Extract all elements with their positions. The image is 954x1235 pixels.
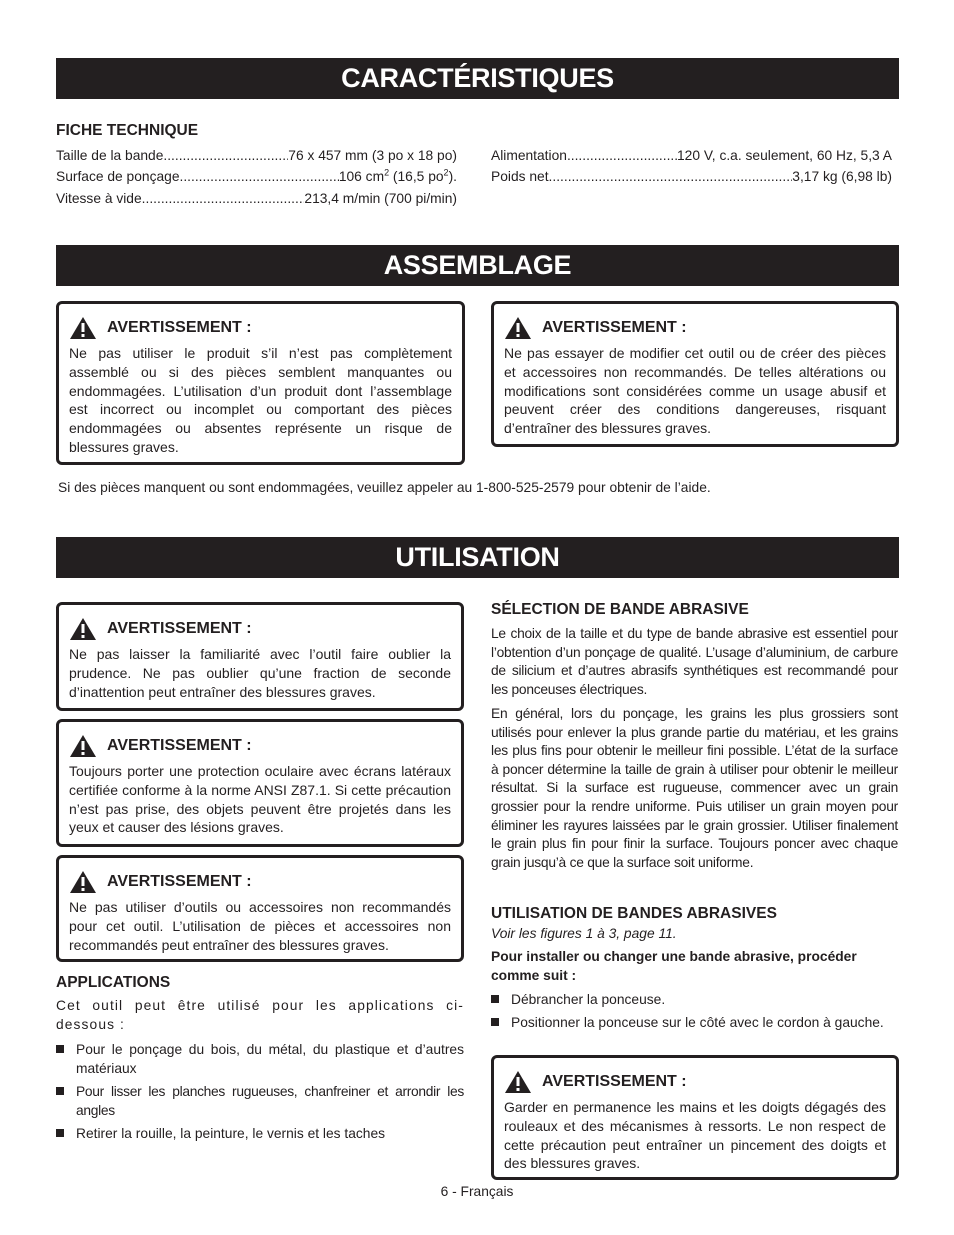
warning-triangle-icon xyxy=(504,316,532,340)
spec-leader xyxy=(549,168,793,186)
bullet-square-icon xyxy=(56,1129,64,1137)
list-item: Pour le ponçage du bois, du métal, du plastique et d’autres matériaux xyxy=(56,1040,464,1078)
spec-row-surface xyxy=(56,168,457,186)
warning-text: Ne pas laisser la familiarité avec l’outil faire oublier la prudence. Ne pas oublier qu’une fraction de seconde d’inattention peut entraîner des blessures graves. xyxy=(69,646,451,700)
spec-value: 120 V, c.a. seulement, 60 Hz, 5,3 A xyxy=(676,148,892,163)
list-item: Débrancher la ponceuse. xyxy=(491,990,898,1009)
warning-heading xyxy=(69,870,252,894)
warning-label: AVERTISSEMENT : xyxy=(107,737,252,754)
warning-triangle-icon xyxy=(69,617,97,641)
spec-value: 106 $cm^2$ (16,5 $po^2$). xyxy=(338,167,457,184)
install-instructions: Pour installer ou changer une bande abrasive, procéder comme suit : xyxy=(491,949,857,983)
section-banner-caracteristiques: CARACTÉRISTIQUES xyxy=(56,58,899,99)
bullet-square-icon xyxy=(56,1045,64,1053)
spec-row-alimentation xyxy=(491,147,892,165)
warning-label: AVERTISSEMENT : xyxy=(542,1073,687,1090)
spec-label: Poids net xyxy=(491,169,549,184)
selection-heading: SÉLECTION DE BANDE ABRASIVE xyxy=(491,601,749,618)
page-footer: 6 - Français xyxy=(440,1184,514,1199)
warning-triangle-icon xyxy=(69,734,97,758)
warning-text: Garder en permanence les mains et les doigts dégagés des rouleaux et des mécanismes à ressorts. Le non respect de cette précaution peut entraîner un pincement des doigts et des blessures graves. xyxy=(504,1099,886,1172)
spec-leader xyxy=(567,147,677,165)
warning-box-utilisation-2 xyxy=(56,719,464,847)
spec-row-poids xyxy=(491,168,892,186)
figures-reference: Voir les figures 1 à 3, page 11. xyxy=(491,926,677,941)
section-banner-assemblage: ASSEMBLAGE xyxy=(56,245,899,286)
spec-value: 3,17 kg (6,98 lb) xyxy=(792,169,892,184)
spec-value: 213,4 m/min (700 pi/min) xyxy=(304,191,457,206)
spec-label: Vitesse à vide xyxy=(56,191,142,206)
warning-heading xyxy=(69,734,252,758)
applications-intro: Cet outil peut être utilisé pour les applications ci-dessous : xyxy=(56,998,464,1032)
warning-heading xyxy=(69,617,252,641)
fiche-technique-heading: FICHE TECHNIQUE xyxy=(56,122,199,139)
bullet-square-icon xyxy=(56,1087,64,1095)
missing-parts-note: Si des pièces manquent ou sont endommagées, veuillez appeler au 1-800-525-2579 pour obtenir de l’aide. xyxy=(58,480,711,495)
warning-heading xyxy=(504,316,687,340)
list-item: Positionner la ponceuse sur le côté avec le cordon à gauche. xyxy=(491,1013,898,1051)
selection-paragraph-1: Le choix de la taille et du type de bande abrasive est essentiel pour l’obtention d’un ponçage de qualité. L’usage d’aluminium, de carbure de silicium et d’autres abrasifs synthétiques est recommandé pour les ponceuses électriques. xyxy=(491,626,898,697)
bandes-heading: UTILISATION DE BANDES ABRASIVES xyxy=(491,905,777,922)
bullet-square-icon xyxy=(491,995,499,1003)
warning-box-utilisation-1 xyxy=(56,602,464,711)
warning-label: AVERTISSEMENT : xyxy=(107,620,252,637)
warning-triangle-icon xyxy=(69,316,97,340)
spec-label: Taille de la bande xyxy=(56,148,164,163)
spec-row-vitesse xyxy=(56,190,457,208)
warning-triangle-icon xyxy=(504,1070,532,1094)
list-item: Pour lisser les planches rugueuses, chanfreiner et arrondir les angles xyxy=(56,1082,464,1120)
warning-box-assemblage-2 xyxy=(491,301,899,447)
spec-leader xyxy=(142,190,305,208)
spec-row-taille xyxy=(56,147,457,165)
selection-paragraph-2: En général, lors du ponçage, les grains les plus grossiers sont utilisés pour enlever la plus grande partie du matériau, et les grains les plus fins pour obtenir le meilleur fini possible. L’état de la surface à poncer détermine la taille de grain à utiliser pour obtenir le meilleur résultat. Si la surface est rugueuse, commencer avec un grain grossier pour la rendre uniforme. Puis utiliser un grain moyen pour éliminer les rayures laissées par le grain grossier. Utiliser finalement le grain plus fin pour finir la surface. Toujours poncer avec chaque grain jusqu’à ce que la surface soit uniforme. xyxy=(491,706,898,870)
warning-text: Ne pas utiliser le produit s’il n’est pas complètement assemblé ou si des pièces semblent manquantes ou endommagées. L’utilisation d’un produit dont l’assemblage est incorrect ou incomplet ou comportant des pièces endommagées ou absentes représente un risque de blessures graves. xyxy=(69,345,452,455)
spec-label: Surface de ponçage xyxy=(56,169,180,184)
warning-text: Ne pas utiliser d’outils ou accessoires non recommandés pour cet outil. L’utilisation de pièces et accessoires non recommandés peut entraîner des blessures graves. xyxy=(69,899,451,953)
warning-heading xyxy=(69,316,252,340)
bullet-square-icon xyxy=(491,1018,499,1026)
warning-label: AVERTISSEMENT : xyxy=(542,319,687,336)
warning-text: Ne pas essayer de modifier cet outil ou de créer des pièces et accessoires non recommandés. De telles altérations ou modifications sont considérées comme un usage abusif et peuvent créer des conditions dangereuses, risquant d’entraîner des blessures graves. xyxy=(504,345,886,437)
applications-heading: APPLICATIONS xyxy=(56,974,171,991)
warning-label: AVERTISSEMENT : xyxy=(107,873,252,890)
warning-label: AVERTISSEMENT : xyxy=(107,319,252,336)
section-banner-utilisation: UTILISATION xyxy=(56,537,899,578)
warning-text: Toujours porter une protection oculaire avec écrans latéraux certifiée conforme à la norme ANSI Z87.1. Si cette précaution n’est pas prise, des objets peuvent être projetés dans les yeux et causer des lésions graves. xyxy=(69,763,451,836)
spec-leader xyxy=(163,147,288,165)
spec-leader xyxy=(180,168,339,186)
spec-label: Alimentation xyxy=(491,148,567,163)
warning-triangle-icon xyxy=(69,870,97,894)
warning-box-utilisation-3 xyxy=(56,855,464,962)
warning-heading xyxy=(504,1070,687,1094)
warning-box-utilisation-4 xyxy=(491,1055,899,1180)
warning-box-assemblage-1 xyxy=(56,301,465,465)
list-item: Retirer la rouille, la peinture, le vernis et les taches xyxy=(56,1124,464,1143)
spec-value: 76 x 457 mm (3 po x 18 po) xyxy=(288,148,457,163)
